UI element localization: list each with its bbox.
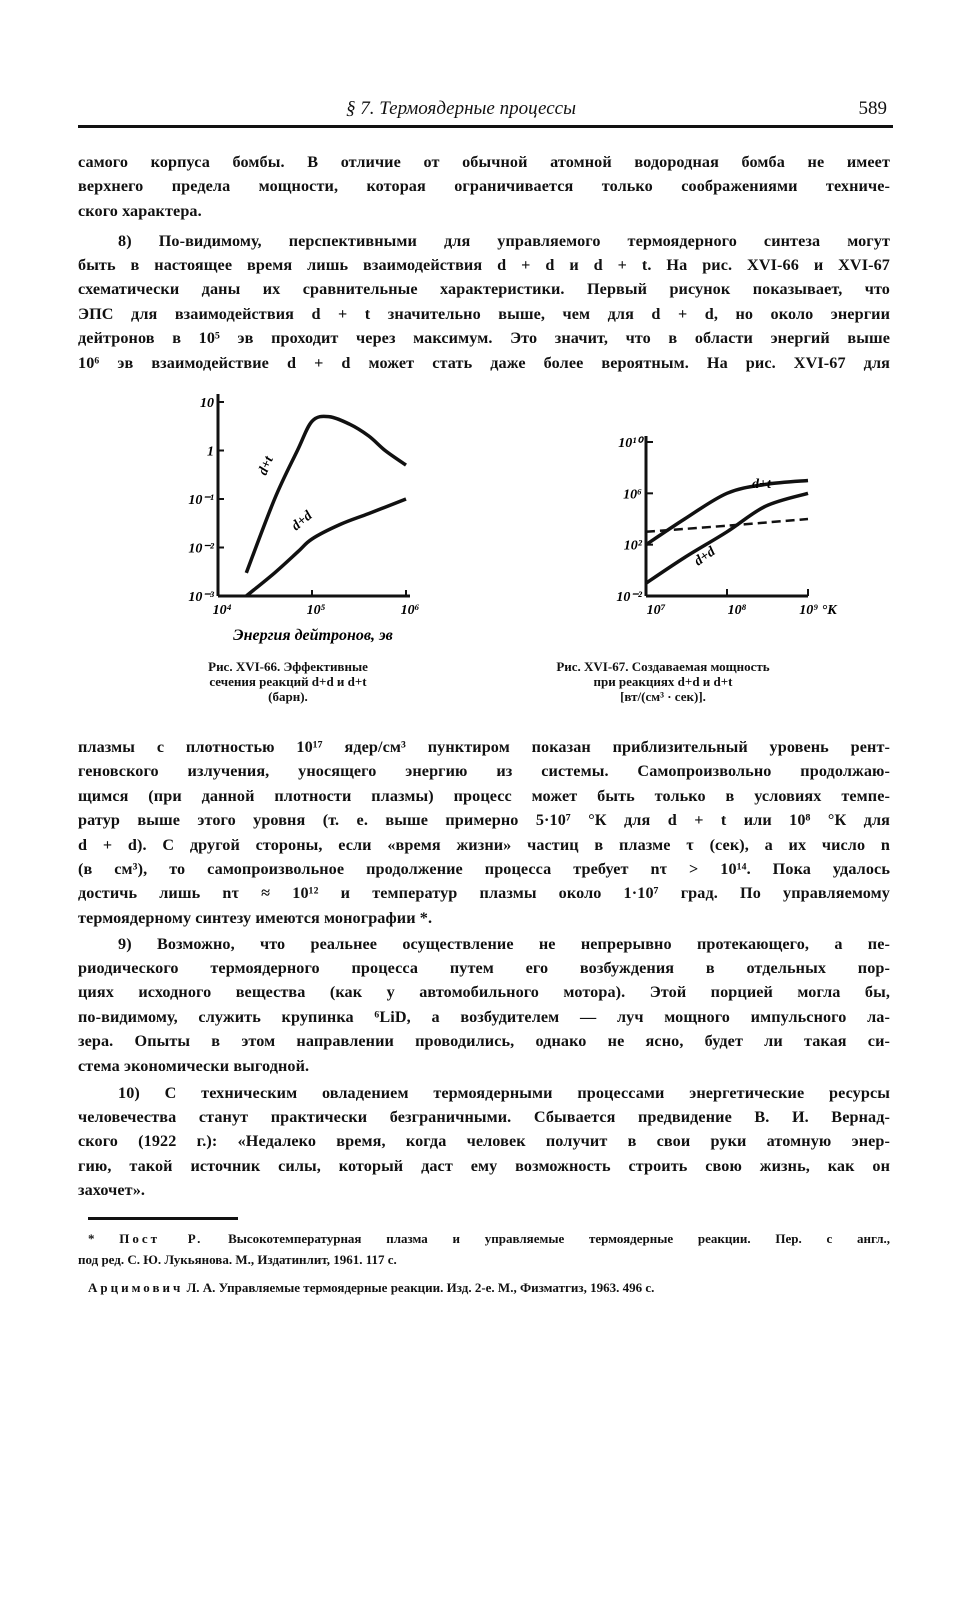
footnote-author: Пост Р. — [119, 1231, 204, 1246]
series-line-d+t — [246, 416, 406, 573]
text-line: ского характера. — [78, 201, 202, 220]
text-line: стема экономически выгодной. — [78, 1056, 310, 1075]
text-line: по-видимому, служить крупинка ⁶LiD, а возбудителем — луч мощного импульсного ла- — [78, 1007, 890, 1026]
caption-line: Рис. XVI-66. Эффективные — [208, 659, 368, 674]
text-line: 8) По-видимому, перспективными для управляемого термоядерного синтеза могут — [118, 232, 890, 250]
curve-label-d-d: d+d — [288, 508, 316, 535]
paragraph-3 — [78, 735, 890, 930]
y-tick-label: 10⁻² — [188, 541, 214, 557]
text-line: ского (1922 г.): «Недалеко время, когда человек получит в свои руки атомную энер- — [78, 1132, 890, 1151]
text-line: схематически даны их сравнительные характеристики. Первый рисунок показывает, что — [78, 280, 890, 299]
y-tick-label: 10⁻³ — [188, 590, 214, 605]
paragraph-2 — [78, 253, 890, 375]
text-line: геновского излучения, уносящего энергию из системы. Самопроизвольно продолжаю- — [78, 762, 890, 781]
text-line: (в см³), то самопроизвольное продолжение процесса требует nτ > 10¹⁴. Пока удалось — [78, 860, 890, 879]
text-line: плазмы с плотностью 10¹⁷ ядер/см³ пунктиром показан приблизительный уровень рент- — [78, 738, 890, 756]
x-tick-label: 10⁶ — [400, 603, 420, 618]
text-line: быть в настоящее время лишь взаимодействия d + d и d + t. На рис. XVI-66 и XVI-67 — [78, 256, 890, 274]
text-line: щимся (при данной плотности плазмы) процесс может быть только в условиях темпе- — [78, 786, 890, 805]
text-line: самого корпуса бомбы. В отличие от обычной атомной водородная бомба не имеет — [78, 153, 890, 171]
paragraph-5 — [78, 1105, 890, 1203]
caption-line: [вт/(см³ · сек)]. — [620, 689, 706, 704]
footnote-2 — [88, 1277, 890, 1298]
footnote-text: Л. А. Управляемые термоядерные реакции. Изд. 2-е. М., Физматгиз, 1963. 496 с. — [186, 1280, 655, 1295]
figure-67-caption — [503, 659, 823, 704]
text-line: d + d). С другой стороны, если «время жизни» частиц в плазме τ (сек), а их число n — [78, 835, 890, 854]
text-line: зера. Опыты в этом направлении проводились, однако не ясно, будет ли такая си- — [78, 1032, 890, 1051]
x-tick-label: 10⁵ — [306, 603, 326, 618]
page-number: 589 — [858, 98, 887, 119]
text-line: 10⁶ эв взаимодействие d + d может стать даже более вероятным. На рис. XVI-67 для — [78, 353, 890, 372]
text-line: 10) С техническим овладением термоядерными процессами энергетические ресурсы — [118, 1084, 890, 1102]
text-line: ратур выше этого уровня (т. е. выше примерно 5·10⁷ °К для d + t или 10⁸ °К для — [78, 811, 890, 830]
footnote-text: Высокотемпературная плазма и управляемые термоядерные реакции. Пер. с англ., — [228, 1231, 890, 1246]
text-line: дейтронов в 10⁵ эв проходит через максимум. Это значит, что в области энергий выше — [78, 329, 890, 348]
x-tick-label: 10⁷ — [646, 603, 666, 618]
figure-xvi-66 — [178, 388, 438, 656]
x-tick-label: 10⁴ — [212, 603, 232, 618]
curve-label-d-d: d+d — [691, 544, 719, 570]
text-line: 9) Возможно, что реальнее осуществление не непрерывно протекающего, а пе- — [118, 935, 890, 953]
caption-line: сечения реакций d+d и d+t — [209, 674, 367, 689]
caption-line: при реакциях d+d и d+t — [593, 674, 733, 689]
text-line: ЭПС для взаимодействия d + t значительно выше, чем для d + d, но около энергии — [78, 304, 890, 323]
x-tick-label: 10⁸ — [727, 603, 747, 618]
figure-xvi-67 — [520, 428, 837, 643]
y-tick-label: 1 — [207, 444, 214, 460]
paragraph-2-first — [118, 229, 890, 253]
y-tick-label: 10⁶ — [623, 487, 642, 503]
y-tick-label: 10¹⁰ — [618, 436, 642, 451]
x-axis-label: Энергия дейтронов, эв — [233, 627, 393, 644]
paragraph-4 — [78, 956, 890, 1078]
text-line: риодического термоядерного процесса путем его возбуждения в отдельных пор- — [78, 959, 890, 977]
y-tick-label: 10 — [200, 396, 214, 411]
footnote-rule — [88, 1217, 238, 1220]
y-tick-label: 10² — [623, 538, 642, 554]
header-title: § 7. Термоядерные процессы — [346, 98, 576, 119]
curve-label-d-t: d+t — [752, 477, 771, 492]
figure-66-caption — [168, 659, 408, 704]
x-tick-label: 10⁹ °К — [799, 603, 837, 618]
text-line: достичь лишь nτ ≈ 10¹² и температур плазмы около 1·10⁷ град. По управляемому — [78, 884, 890, 903]
text-line: циях исходного вещества (как у автомобильного мотора). Этой порцией могла бы, — [78, 983, 890, 1002]
y-tick-label: 10⁻¹ — [188, 493, 214, 508]
series-line-d+d — [646, 493, 808, 583]
text-line: захочет». — [78, 1181, 146, 1200]
footnote-text: под ред. С. Ю. Лукьянова. М., Издатинлит, 1961. 117 с. — [78, 1252, 397, 1267]
paragraph-4-first — [118, 932, 890, 956]
text-line: термоядерному синтезу имеются монографии *. — [78, 908, 433, 927]
text-line: верхнего предела мощности, которая ограничивается только соображениями техниче- — [78, 177, 890, 196]
footnote-1: * Пост Р. Высокотемпературная плазма и управляемые термоядерные реакции. Пер. с англ., под ред. С. Ю. Лукьянова. М., Издатинлит, 1961. 117 с. — [88, 1228, 890, 1270]
footnote-author: Арцимович — [88, 1280, 184, 1295]
curve-label-d-t: d+t — [255, 454, 277, 478]
running-header — [78, 96, 893, 126]
text-line: гию, такой источник силы, который даст ему возможность строить свою жизнь, как он — [78, 1156, 890, 1175]
paragraph-5-first — [118, 1081, 890, 1105]
text-line: человечества станут практически безграничными. Сбывается предвидение В. И. Вернад- — [78, 1108, 890, 1126]
y-tick-label: 10⁻² — [616, 590, 642, 605]
caption-line: (барн). — [268, 689, 308, 704]
caption-line: Рис. XVI-67. Создаваемая мощность — [556, 659, 770, 674]
paragraph-1 — [78, 150, 890, 223]
series-line-d+t — [646, 481, 808, 545]
header-rule — [78, 125, 893, 128]
